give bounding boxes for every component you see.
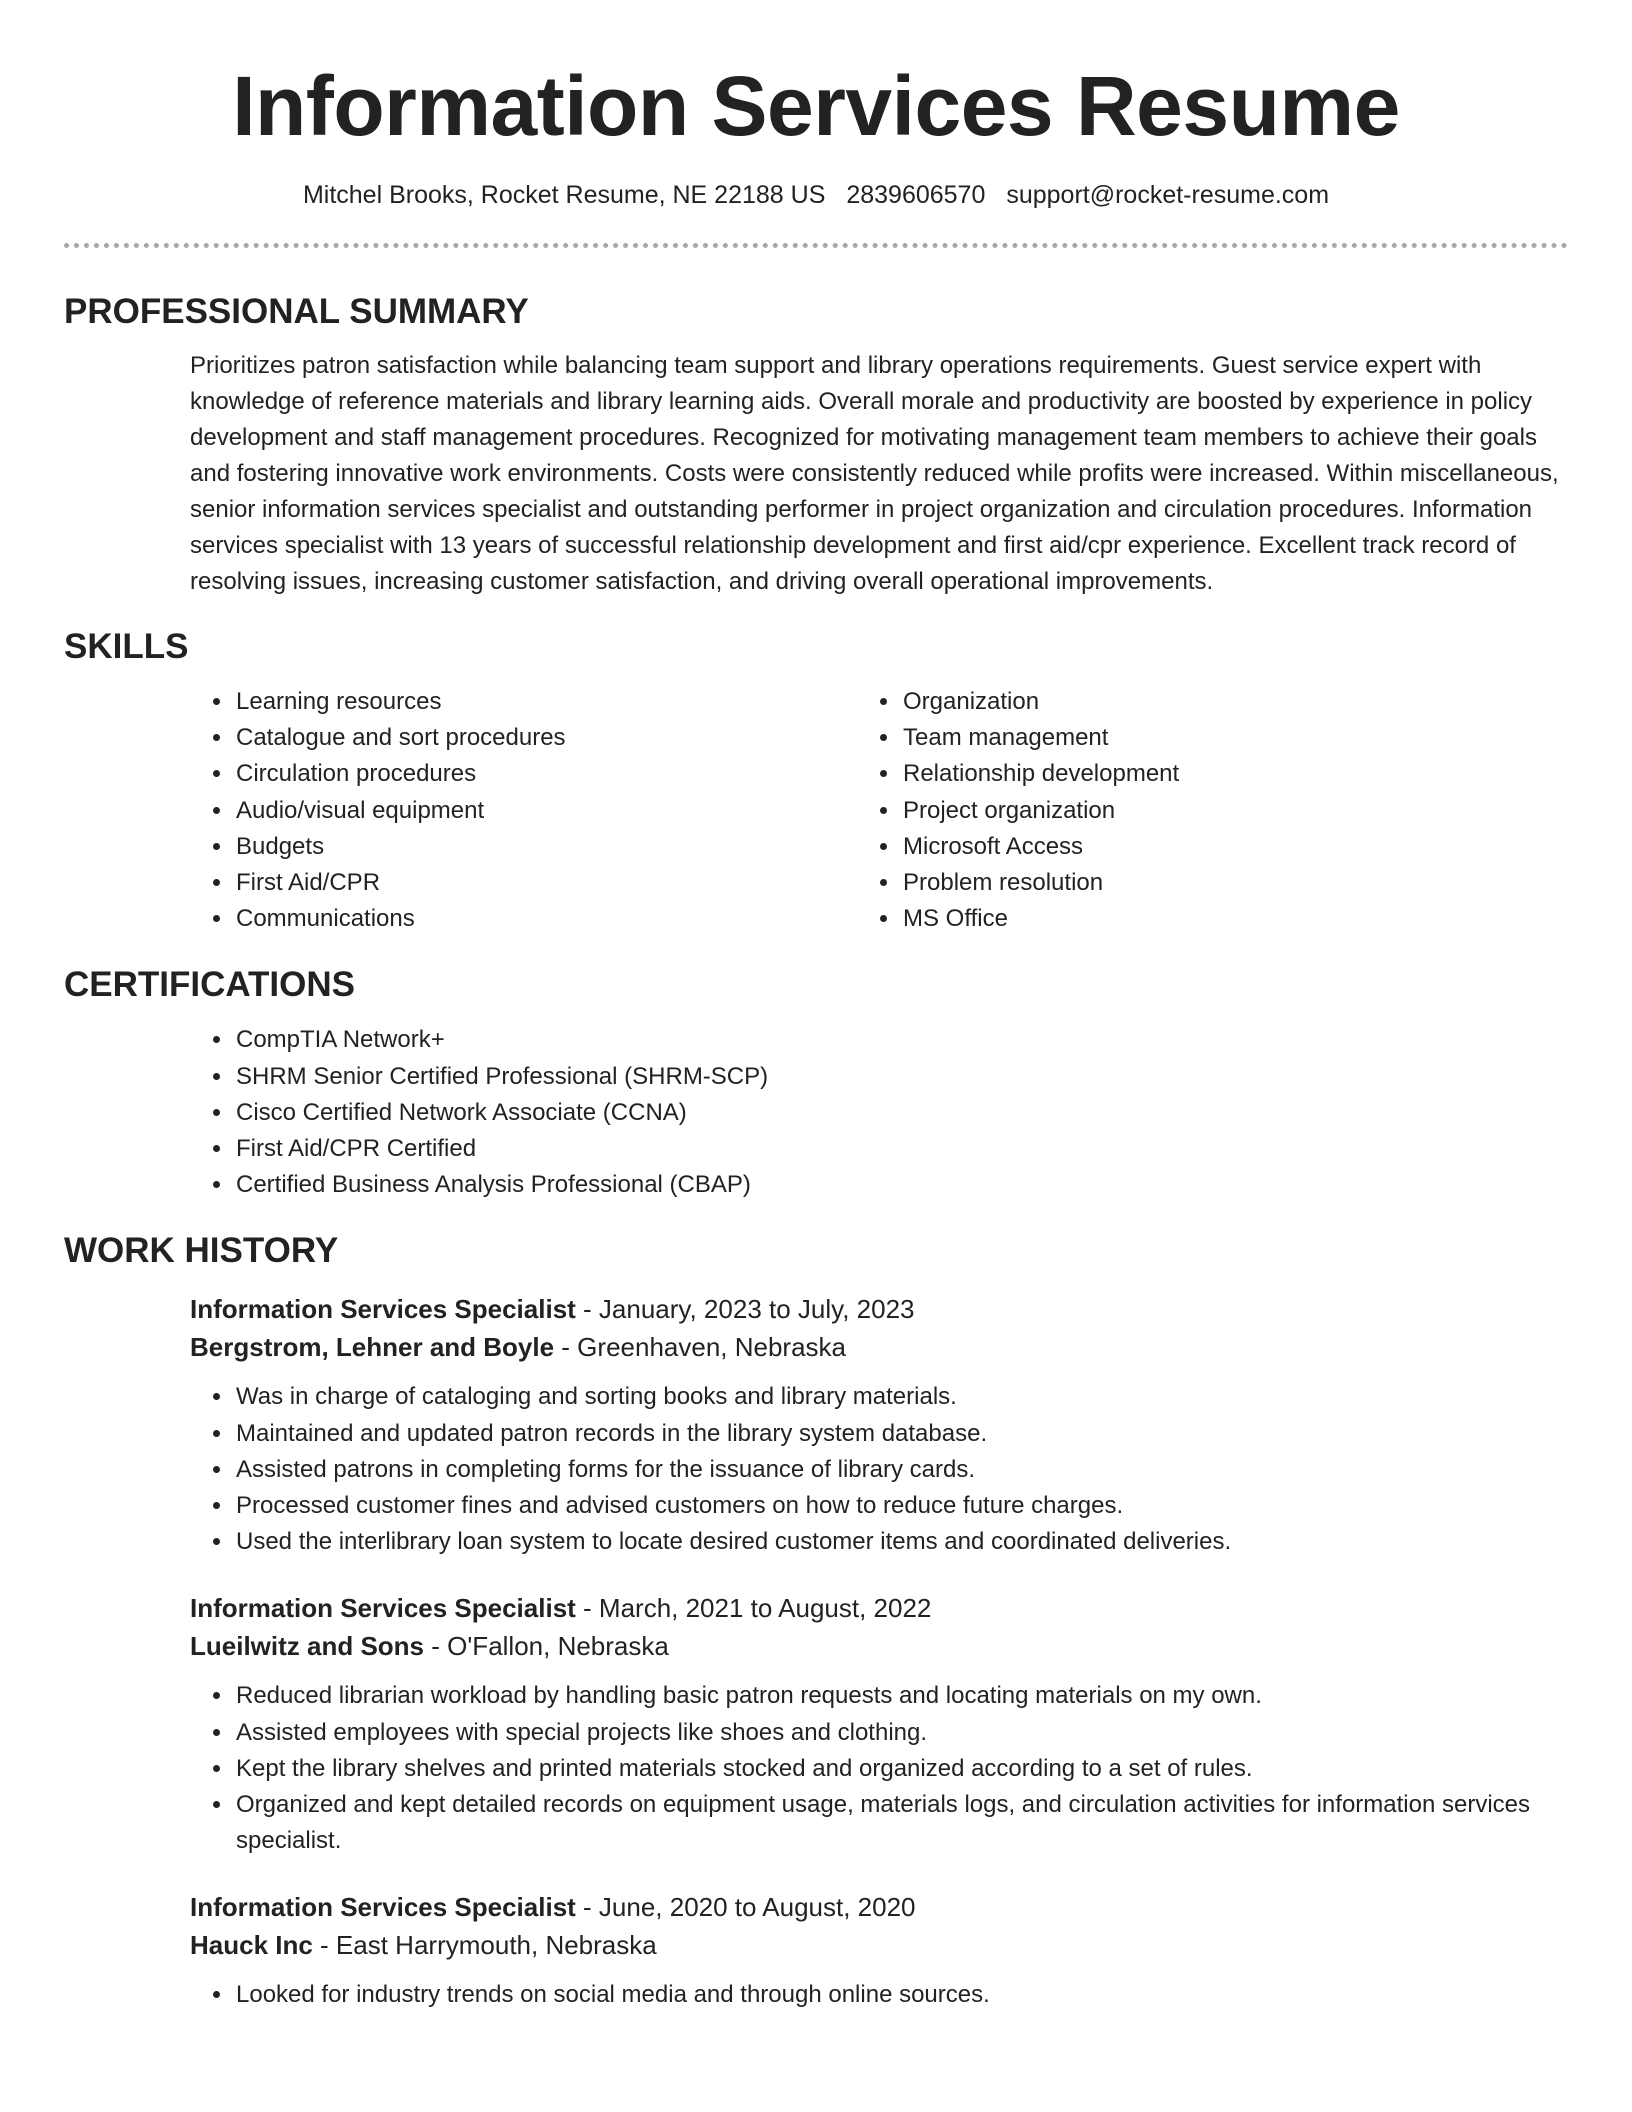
job-company-line	[190, 1926, 1568, 1964]
skill-item: • First Aid/CPR	[234, 865, 901, 901]
skill-item: • Team management	[901, 720, 1568, 756]
summary-heading: PROFESSIONAL SUMMARY	[64, 292, 529, 331]
job-entry	[64, 1589, 1568, 1859]
job-location: - East Harrymouth, Nebraska	[312, 1930, 657, 1961]
job-bullet: • Assisted patrons in completing forms for the issuance of library cards.	[234, 1452, 1568, 1488]
job-title-line	[190, 1290, 1568, 1328]
contact-line	[64, 178, 1568, 212]
certification-item: • CompTIA Network+	[234, 1022, 1568, 1058]
certification-item: • First Aid/CPR Certified	[234, 1131, 1568, 1167]
job-title-line	[190, 1589, 1568, 1627]
job-bullet: • Kept the library shelves and printed materials stocked and organized according to a set of rules.	[234, 1751, 1568, 1787]
skill-item: • Audio/visual equipment	[234, 793, 901, 829]
certification-item: • Cisco Certified Network Associate (CCNA)	[234, 1095, 1568, 1131]
job-title-line	[190, 1888, 1568, 1926]
certification-item: • SHRM Senior Certified Professional (SHRM-SCP)	[234, 1059, 1568, 1095]
resume-page	[64, 0, 1568, 2014]
job-location: - O'Fallon, Nebraska	[424, 1631, 669, 1662]
job-bullets	[64, 1678, 1568, 1859]
resume-title: Information Services Resume	[232, 59, 1400, 153]
contact-phone: 2839606570	[846, 181, 986, 209]
certification-item: • Certified Business Analysis Professional (CBAP)	[234, 1167, 1568, 1203]
contact-address: Mitchel Brooks, Rocket Resume, NE 22188 US	[302, 181, 826, 209]
header-divider	[64, 243, 1568, 248]
job-dates: - June, 2020 to August, 2020	[575, 1892, 916, 1923]
skills-list-right	[901, 684, 1568, 937]
job-bullets	[64, 1379, 1568, 1560]
skill-item: • Catalogue and sort procedures	[234, 720, 901, 756]
job-entry	[64, 1290, 1568, 1560]
job-bullet: • Maintained and updated patron records in the library system database.	[234, 1416, 1568, 1452]
job-title: Information Services Specialist	[190, 1593, 576, 1624]
job-entry	[64, 1888, 1568, 2013]
skill-item: • Problem resolution	[901, 865, 1568, 901]
skill-item: • Circulation procedures	[234, 756, 901, 792]
skills-list-left	[64, 684, 901, 937]
skill-item: • Relationship development	[901, 756, 1568, 792]
skill-item: • Budgets	[234, 829, 901, 865]
contact-email: support@rocket-resume.com	[1006, 181, 1330, 209]
summary-text: Prioritizes patron satisfaction while balancing team support and library operations requirements. Guest service expert with knowledge of reference materials and library learning aids. Overall morale and productivity are boosted by experience in policy development and staff management procedures. Recognized for motivating management team members to achieve their goals and fostering innovative work environments. Costs were consistently reduced while profits were increased. Within miscellaneous, senior information services specialist and outstanding performer in project organization and circulation procedures. Information services specialist with 13 years of successful relationship development and first aid/cpr experience. Excellent track record of resolving issues, increasing customer satisfaction, and driving overall operational improvements.	[190, 352, 1559, 595]
job-location: - Greenhaven, Nebraska	[554, 1332, 847, 1363]
job-company-line	[190, 1328, 1568, 1366]
skills-heading: SKILLS	[64, 627, 189, 666]
job-bullet: • Used the interlibrary loan system to locate desired customer items and coordinated deliveries.	[234, 1524, 1568, 1560]
job-company: Bergstrom, Lehner and Boyle	[190, 1332, 555, 1363]
job-company: Hauck Inc	[190, 1930, 313, 1961]
skill-item: • Communications	[234, 901, 901, 937]
skill-item: • Microsoft Access	[901, 829, 1568, 865]
job-bullet: • Processed customer fines and advised customers on how to reduce future charges.	[234, 1488, 1568, 1524]
job-company-line	[190, 1627, 1568, 1665]
skill-item: • Learning resources	[234, 684, 901, 720]
job-bullet: • Organized and kept detailed records on equipment usage, materials logs, and circulation activities for information services specialist.	[234, 1787, 1568, 1859]
job-bullet: • Assisted employees with special projects like shoes and clothing.	[234, 1715, 1568, 1751]
job-company: Lueilwitz and Sons	[190, 1631, 425, 1662]
job-dates: - January, 2023 to July, 2023	[575, 1294, 915, 1325]
job-title: Information Services Specialist	[190, 1892, 576, 1923]
skill-item: • Project organization	[901, 793, 1568, 829]
skill-item: • Organization	[901, 684, 1568, 720]
job-bullet: • Reduced librarian workload by handling basic patron requests and locating materials on my own.	[234, 1678, 1568, 1714]
certifications-list	[64, 1022, 1568, 1203]
job-bullet: • Was in charge of cataloging and sorting books and library materials.	[234, 1379, 1568, 1415]
job-bullet: • Looked for industry trends on social media and through online sources.	[234, 1977, 1568, 2013]
work-history-heading: WORK HISTORY	[64, 1231, 339, 1271]
skill-item: • MS Office	[901, 901, 1568, 937]
skills-columns	[64, 684, 1568, 937]
job-dates: - March, 2021 to August, 2022	[575, 1593, 932, 1624]
job-title: Information Services Specialist	[190, 1294, 576, 1325]
certifications-heading: CERTIFICATIONS	[64, 965, 356, 1005]
job-bullets	[64, 1977, 1568, 2013]
